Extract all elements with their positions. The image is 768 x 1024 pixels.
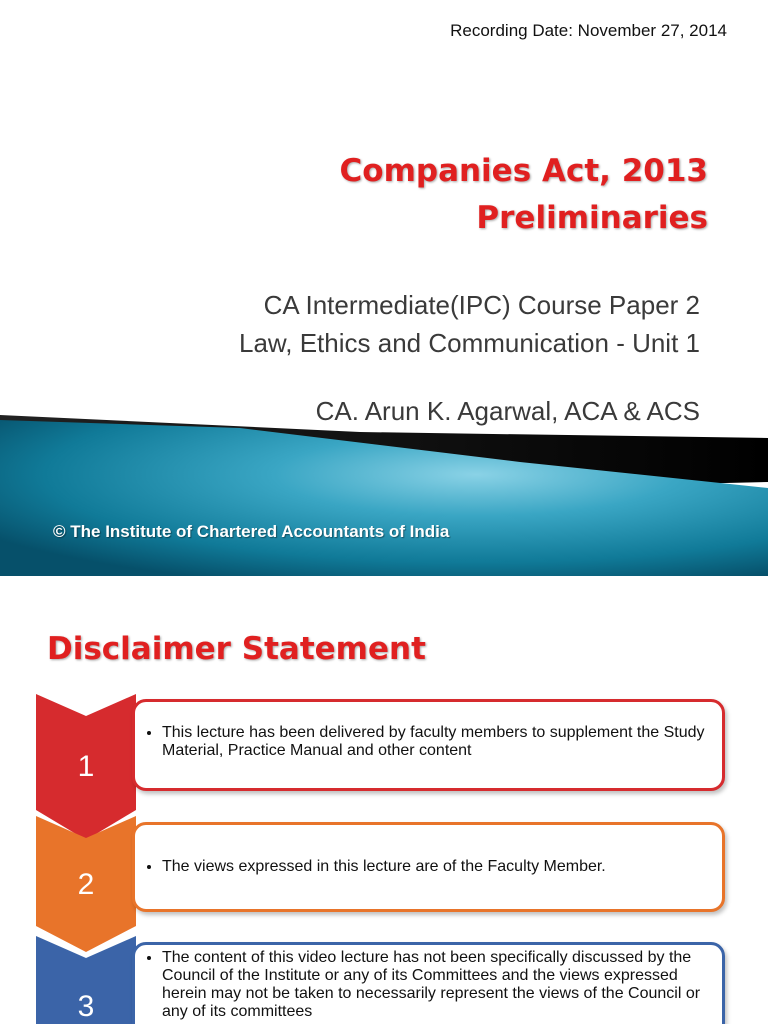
chevron-number-2: 2	[77, 868, 95, 901]
title-line-2: Preliminaries	[476, 200, 708, 236]
subtitle-line-2: Law, Ethics and Communication - Unit 1	[239, 328, 700, 358]
disclaimer-slide	[0, 576, 768, 1024]
disclaimer-box-3	[132, 942, 725, 1024]
chevron-number-3: 3	[77, 990, 95, 1023]
author-name: CA. Arun K. Agarwal, ACA & ACS	[315, 396, 700, 426]
disclaimer-text-2: • The views expressed in this lecture are of the Faculty Member.	[162, 858, 714, 876]
disclaimer-title: Disclaimer Statement	[47, 631, 426, 667]
chevron-number-1: 1	[77, 750, 95, 783]
title-line-1: Companies Act, 2013	[339, 153, 708, 189]
copyright-text: © The Institute of Chartered Accountants of India	[53, 522, 450, 541]
disclaimer-box-1	[132, 699, 725, 791]
disclaimer-text-3: • The content of this video lecture has not been specifically discussed by the Council of the Institute or any of its Committees and the views expressed herein may not be taken to necessarily represent the views of the Council or any of its committees	[162, 949, 714, 1021]
disclaimer-text-1: • This lecture has been delivered by faculty members to supplement the Study Material, Practice Manual and other content	[162, 724, 714, 760]
disclaimer-box-2	[132, 822, 725, 912]
recording-date: Recording Date: November 27, 2014	[450, 21, 727, 40]
subtitle-line-1: CA Intermediate(IPC) Course Paper 2	[263, 290, 700, 320]
